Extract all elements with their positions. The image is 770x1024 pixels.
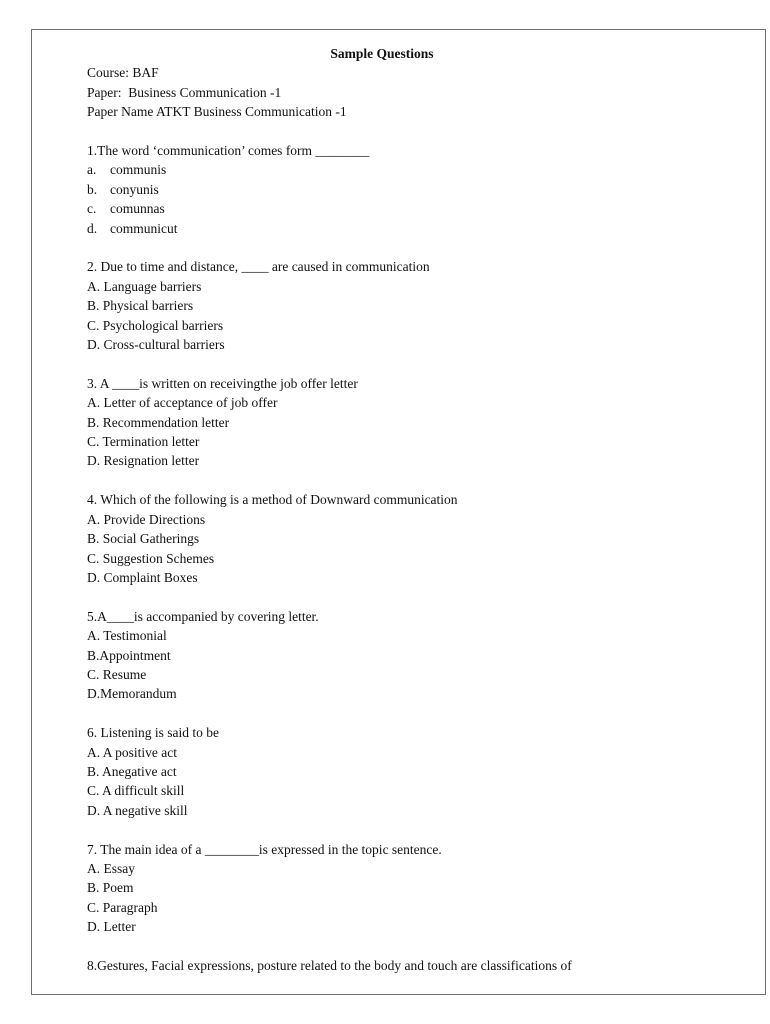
option-letter: c. — [87, 201, 97, 217]
spacer — [87, 238, 747, 257]
q5-option-a: A. Testimonial — [87, 628, 167, 644]
q6-option-d: D. A negative skill — [87, 802, 188, 818]
option-text: communis — [110, 162, 167, 178]
spacer — [87, 471, 747, 490]
q3-option-a: A. Letter of acceptance of job offer — [87, 395, 278, 411]
q2-option-b: B. Physical barriers — [87, 298, 194, 314]
q4-option-a: A. Provide Directions — [87, 511, 206, 527]
q7-option-c: C. Paragraph — [87, 899, 158, 915]
paper-line: Paper: Business Communication -1 — [87, 84, 282, 100]
question-6: 6. Listening is said to be — [87, 725, 219, 741]
question-1: 1.The word ‘communication’ comes form ________ — [87, 143, 370, 159]
option-text: comunnas — [110, 201, 165, 217]
spacer — [87, 122, 747, 141]
spacer — [87, 354, 747, 373]
option-text: communicut — [110, 220, 178, 236]
q4-option-d: D. Complaint Boxes — [87, 569, 198, 585]
option-letter: a. — [87, 162, 97, 178]
q1-option-c — [87, 199, 747, 218]
q6-option-b: B. Anegative act — [87, 763, 177, 779]
option-text: conyunis — [110, 181, 159, 197]
q3-option-c: C. Termination letter — [87, 434, 200, 450]
paper-name-line: Paper Name ATKT Business Communication -1 — [87, 104, 347, 120]
q5-option-c: C. Resume — [87, 666, 147, 682]
q6-option-c: C. A difficult skill — [87, 783, 185, 799]
q7-option-a: A. Essay — [87, 860, 135, 876]
q5-option-b: B.Appointment — [87, 647, 171, 663]
q6-option-a: A. A positive act — [87, 744, 177, 760]
q7-option-b: B. Poem — [87, 880, 134, 896]
question-4: 4. Which of the following is a method of Downward communication — [87, 492, 458, 508]
document-title: Sample Questions — [330, 46, 434, 61]
q2-option-c: C. Psychological barriers — [87, 317, 224, 333]
spacer — [87, 820, 747, 839]
q2-option-a: A. Language barriers — [87, 278, 202, 294]
q4-option-b: B. Social Gatherings — [87, 531, 200, 547]
question-7: 7. The main idea of a ________is expressed in the topic sentence. — [87, 841, 442, 857]
q1-option-a — [87, 160, 747, 179]
option-letter: d. — [87, 220, 98, 236]
q3-option-b: B. Recommendation letter — [87, 414, 230, 430]
q2-option-d: D. Cross-cultural barriers — [87, 337, 225, 353]
question-5: 5.A____is accompanied by covering letter. — [87, 608, 319, 624]
document-body — [87, 44, 747, 975]
q3-option-d: D. Resignation letter — [87, 453, 200, 469]
q5-option-d: D.Memorandum — [87, 686, 177, 702]
spacer — [87, 587, 747, 606]
spacer — [87, 704, 747, 723]
option-letter: b. — [87, 181, 98, 197]
question-8: 8.Gestures, Facial expressions, posture related to the body and touch are classifications of — [87, 957, 572, 973]
q1-option-d — [87, 219, 747, 238]
question-3: 3. A ____is written on receivingthe job offer letter — [87, 375, 358, 391]
question-2: 2. Due to time and distance, ____ are caused in communication — [87, 259, 430, 275]
spacer — [87, 937, 747, 956]
course-line: Course: BAF — [87, 65, 159, 81]
q4-option-c: C. Suggestion Schemes — [87, 550, 215, 566]
q1-option-b — [87, 180, 747, 199]
q7-option-d: D. Letter — [87, 919, 136, 935]
